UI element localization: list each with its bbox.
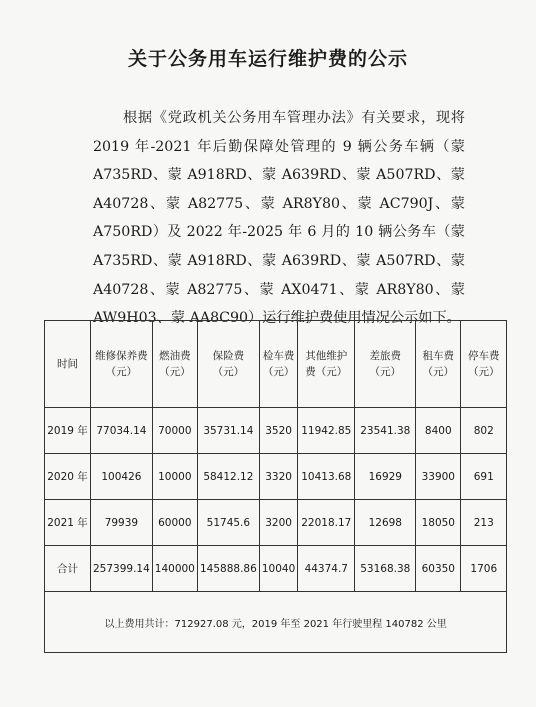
cell-travel: 23541.38 [355,408,416,454]
cell-rental: 33900 [416,454,461,500]
header-car-rental: 租车费（元） [416,321,461,408]
header-other-maintenance: 其他维护费（元） [298,321,355,408]
cell-travel: 12698 [355,500,416,546]
cell-parking: 691 [461,454,507,500]
cell-insurance: 35731.14 [197,408,259,454]
cell-insurance: 51745.6 [197,500,259,546]
cell-inspection: 3200 [259,500,297,546]
header-time: 时间 [45,321,91,408]
cell-fuel: 140000 [152,546,197,592]
cell-rental: 8400 [416,408,461,454]
header-fuel: 燃油费（元） [152,321,197,408]
cell-travel: 16929 [355,454,416,500]
cell-year: 2020 年 [45,454,91,500]
table-row [45,408,507,454]
cell-other: 44374.7 [298,546,355,592]
header-insurance: 保险费（元） [197,321,259,408]
cell-repair: 100426 [91,454,153,500]
table-row [45,500,507,546]
cell-repair: 77034.14 [91,408,153,454]
table-total-row [45,546,507,592]
header-repair-maintenance: 维修保养费（元） [91,321,153,408]
cell-other: 11942.85 [298,408,355,454]
cell-fuel: 70000 [152,408,197,454]
cell-repair: 257399.14 [91,546,153,592]
header-parking: 停车费（元） [461,321,507,408]
cell-rental: 60350 [416,546,461,592]
header-travel: 差旅费（元） [355,321,416,408]
notice-paragraph: 根据《党政机关公务用车管理办法》有关要求，现将 2019 年-2021 年后勤保障处管理的 9 辆公务车辆（蒙 A735RD、蒙 A918RD、蒙 A639RD、蒙 A507RD、蒙 A40728、蒙 A82775、蒙 AR8Y80、蒙 AC790J、蒙 A750RD）及 2022 年-2025 年 6 月的 10 辆公务车（蒙 A735RD、蒙 A918RD、蒙 A639RD、蒙 A507RD、蒙 A40728、蒙 A82775、蒙 AX0471、蒙 AR8Y80、蒙 AW9H03、蒙 AA8C90）运行维护费使用情况公示如下。 [93,110,465,327]
cell-total-label: 合计 [45,546,91,592]
table-summary-row [45,592,507,653]
cell-repair: 79939 [91,500,153,546]
expense-table-container [44,320,507,653]
cell-inspection: 3320 [259,454,297,500]
cell-rental: 18050 [416,500,461,546]
cell-inspection: 3520 [259,408,297,454]
cell-year: 2021 年 [45,500,91,546]
cell-other: 22018.17 [298,500,355,546]
cell-fuel: 10000 [152,454,197,500]
cell-parking: 1706 [461,546,507,592]
table-header-row [45,321,507,408]
cell-fuel: 60000 [152,500,197,546]
cell-insurance: 145888.86 [197,546,259,592]
notice-title: 关于公务用车运行维护费的公示 [127,48,408,70]
table-row [45,454,507,500]
cell-other: 10413.68 [298,454,355,500]
cell-parking: 802 [461,408,507,454]
cell-travel: 53168.38 [355,546,416,592]
summary-text: 以上费用共计：712927.08 元，2019 年至 2021 年行驶里程 140782 公里 [45,592,507,653]
cell-year: 2019 年 [45,408,91,454]
cell-parking: 213 [461,500,507,546]
cell-inspection: 10040 [259,546,297,592]
cell-insurance: 58412.12 [197,454,259,500]
header-inspection: 检车费（元） [259,321,297,408]
expense-table [44,320,507,653]
